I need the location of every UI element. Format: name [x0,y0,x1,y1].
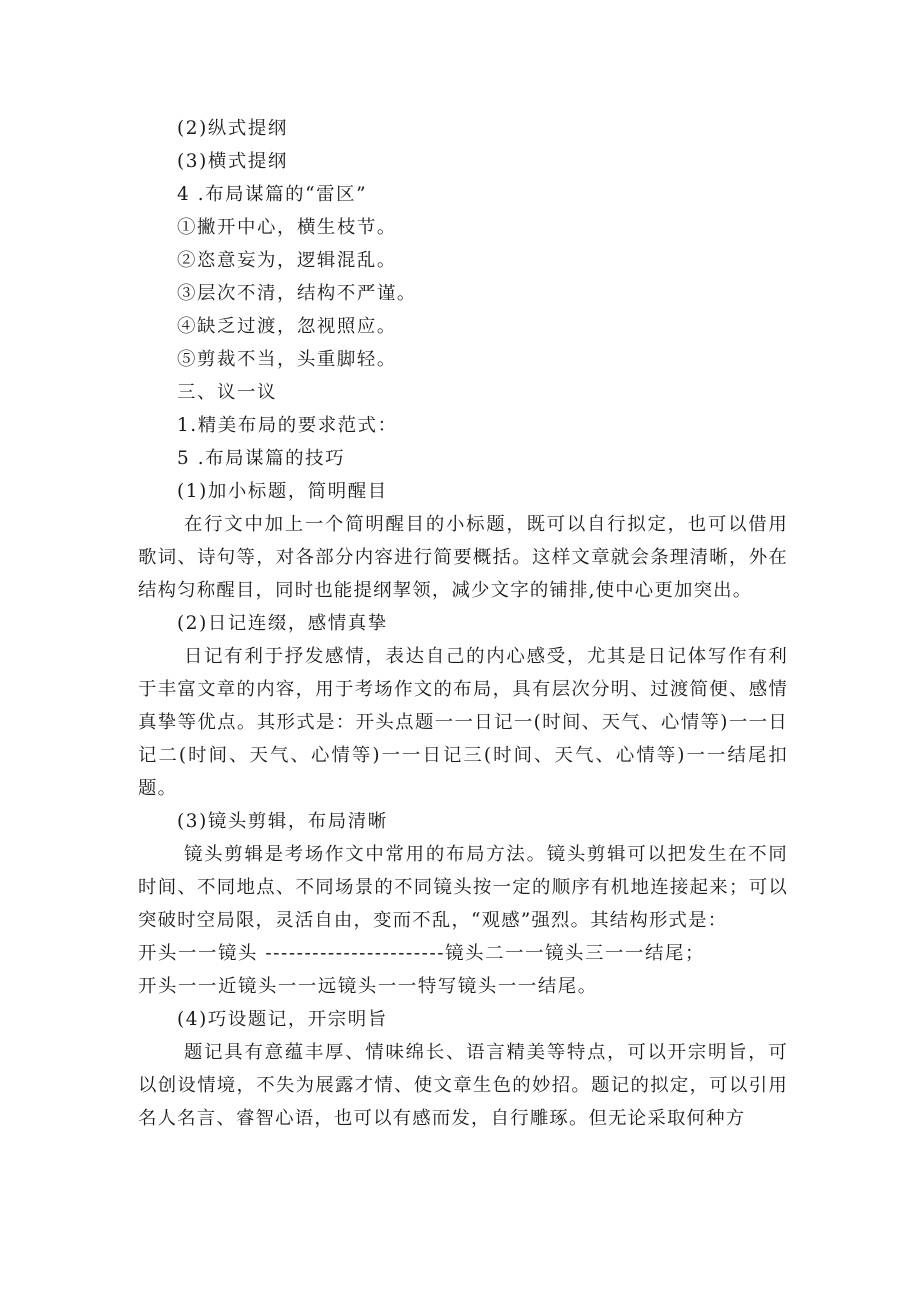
list-item: ①撇开中心，横生枝节。 [177,217,397,238]
subsection-heading: (1)加小标题，简明醒目 [177,481,388,502]
list-item: ②恣意妄为，逻辑混乱。 [177,250,397,271]
list-item: ③层次不清，结构不严谨。 [177,283,417,304]
subsection-heading: (4)巧设题记，开宗明旨 [177,1009,388,1030]
outline-item: (2)纵式提纲 [177,118,288,139]
list-item: ④缺乏过渡，忽视照应。 [177,316,397,337]
subsection-heading: (2)日记连缀，感情真挚 [177,613,388,634]
list-item: ⑤剪裁不当，头重脚轻。 [177,349,397,370]
document-body [138,112,788,1135]
outline-item: (3)横式提纲 [177,151,288,172]
paragraph: 日记有利于抒发感情，表达自己的内心感受，尤其是日记体写作有利于丰富文章的内容，用于考场作文的布局，具有层次分明、过渡简便、感情真挚等优点。其形式是：开头点题一一日记一(时间、天气、心情等)一一日记二(时间、天气、心情等)一一日记三(时间、天气、心情等)一一结尾扣题。 [138,646,788,799]
section-heading: 三、议一议 [177,382,277,403]
section-heading: 5 .布局谋篇的技巧 [177,448,346,469]
subsection-heading: (3)镜头剪辑，布局清晰 [177,811,388,832]
subsection-heading: 1.精美布局的要求范式： [177,415,398,436]
paragraph: 题记具有意蕴丰厚、情味绵长、语言精美等特点，可以开宗明旨，可以创设情境，不失为展露才情、使文章生色的妙招。题记的拟定，可以引用名人名言、睿智心语，也可以有感而发，自行雕琢。但无论采取何种方 [138,1042,788,1129]
paragraph: 镜头剪辑是考场作文中常用的布局方法。镜头剪辑可以把发生在不同时间、不同地点、不同场景的不同镜头按一定的顺序有机地连接起来；可以突破时空局限，灵活自由，变而不乱，“观感”强烈。其结构形式是： [138,844,788,931]
paragraph: 在行文中加上一个简明醒目的小标题，既可以自行拟定，也可以借用歌词、诗句等，对各部分内容进行简要概括。这样文章就会条理清晰，外在结构匀称醒目，同时也能提纲挈领，减少文字的铺排,使中心更加突出。 [138,514,788,601]
section-heading: 4 .布局谋篇的“雷区” [177,184,368,205]
structure-line: 开头一一镜头 -----------------------镜头二一一镜头三一一结尾； [138,943,705,964]
structure-line: 开头一一近镜头一一远镜头一一特写镜头一一结尾。 [138,976,598,997]
